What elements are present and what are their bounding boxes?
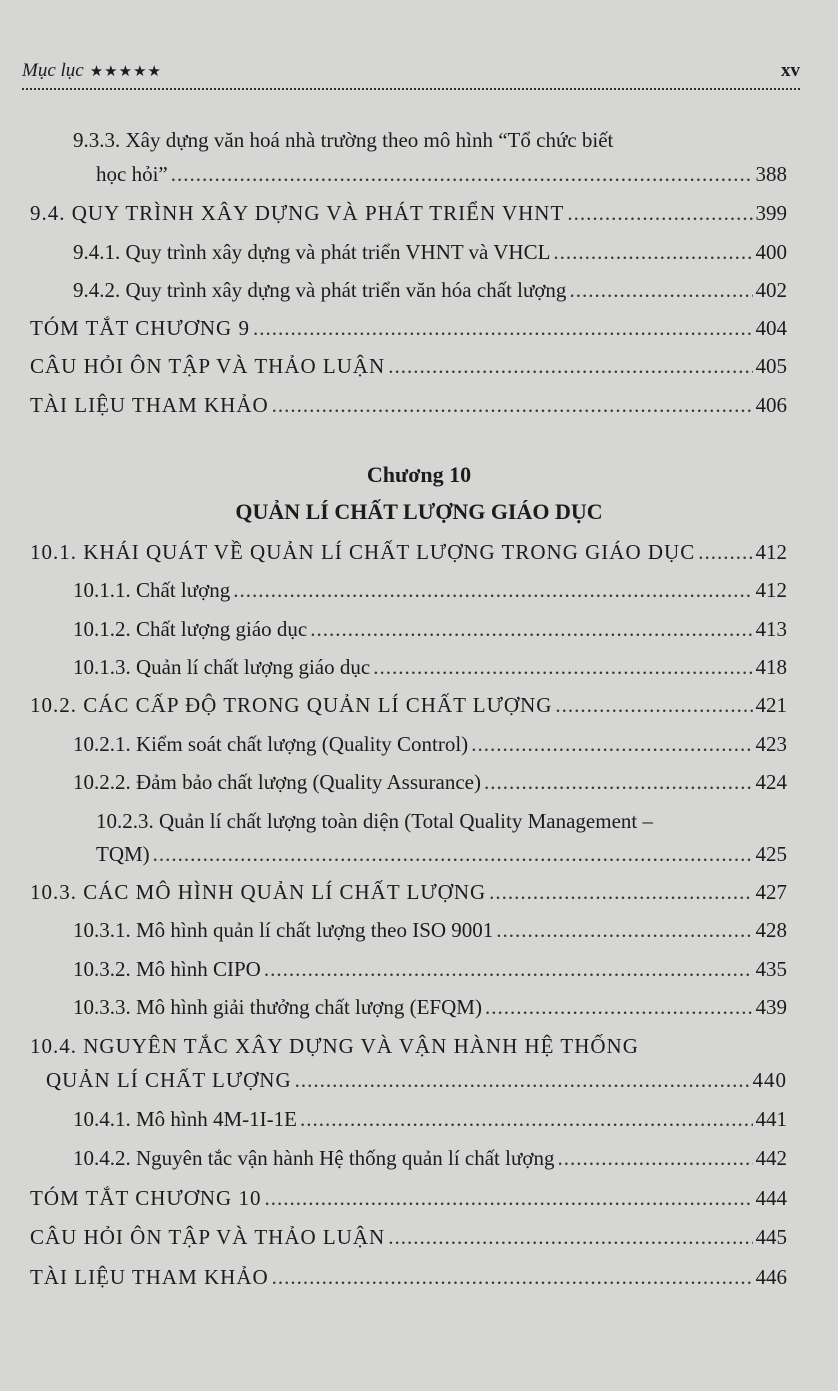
header-section-title [22,60,162,82]
toc-entry-text: 10.1.3. Quản lí chất lượng giáo dục [73,655,371,679]
toc-entry-text: 10.2.1. Kiểm soát chất lượng (Quality Control) [73,732,469,756]
toc-page-number: 412 [755,578,787,602]
toc-page-number: 412 [755,540,787,564]
toc-entry-text: 10.1. KHÁI QUÁT VỀ QUẢN LÍ CHẤT LƯỢNG TRONG GIÁO DỤC [30,540,696,564]
leader-dots [567,201,752,226]
toc-entry-10-4-1[interactable] [73,1107,787,1132]
header-divider [22,88,800,90]
toc-entry-9-4-2[interactable] [73,278,787,303]
toc-page-number: 441 [755,1107,787,1131]
toc-page-number: 388 [755,162,787,186]
toc-entry-text: CÂU HỎI ÔN TẬP VÀ THẢO LUẬN [30,1225,386,1249]
leader-dots [485,995,753,1020]
leader-dots [153,842,753,867]
leader-dots [264,1186,752,1211]
toc-entry-text: 10.2.2. Đảm bảo chất lượng (Quality Assurance) [73,770,481,794]
header-left-text: Mục lục [22,60,84,81]
leader-dots [264,957,753,982]
toc-entry-10-4[interactable] [46,1068,787,1093]
toc-entry-summary-ch10[interactable] [30,1186,787,1211]
running-header [22,58,800,88]
leader-dots [253,316,753,341]
toc-entry-10-4-line1: 10.4. NGUYÊN TẮC XÂY DỰNG VÀ VẬN HÀNH HỆ THỐNG [30,1034,639,1058]
toc-entry-text: 10.3. CÁC MÔ HÌNH QUẢN LÍ CHẤT LƯỢNG [30,880,487,904]
toc-entry-text: QUẢN LÍ CHẤT LƯỢNG [46,1068,292,1092]
toc-entry-text: 10.1.1. Chất lượng [73,578,231,602]
leader-dots [171,162,753,187]
leader-dots [471,732,752,757]
toc-page-number: 399 [755,201,787,225]
toc-page-number: 423 [755,732,787,756]
toc-entry-text: CÂU HỎI ÔN TẬP VÀ THẢO LUẬN [30,354,386,378]
toc-entry-9-4-1[interactable] [73,240,787,265]
toc-entry-questions-ch9[interactable] [30,354,787,379]
toc-entry-10-3-1[interactable] [73,918,787,943]
leader-dots [569,278,752,303]
toc-entry-10-2-1[interactable] [73,732,787,757]
toc-entry-10-1-1[interactable] [73,578,787,603]
leader-dots [388,1225,752,1250]
toc-entry-9-4[interactable] [30,201,787,226]
toc-entry-text: 10.4.2. Nguyên tắc vận hành Hệ thống quản lí chất lượng [73,1146,555,1170]
toc-page-number: 435 [755,957,787,981]
toc-entry-references-ch10[interactable] [30,1265,787,1290]
toc-entry-9-3-3[interactable] [96,162,787,187]
toc-entry-text: TÀI LIỆU THAM KHẢO [30,393,269,417]
toc-entry-text: 10.3.2. Mô hình CIPO [73,957,261,981]
toc-page-number: 444 [755,1186,787,1210]
header-stars: ★★★★★ [89,64,162,80]
leader-dots [388,354,752,379]
toc-entry-10-2-2[interactable] [73,770,787,795]
toc-entry-10-2-3-line1: 10.2.3. Quản lí chất lượng toàn diện (Total Quality Management – [96,809,653,833]
leader-dots [272,1265,753,1290]
toc-page-number: 427 [755,880,787,904]
toc-entry-10-3-3[interactable] [73,995,787,1020]
toc-entry-text: 10.4.1. Mô hình 4M-1I-1E [73,1107,297,1131]
toc-page-number: 446 [755,1265,787,1289]
toc-page-number: 406 [755,393,787,417]
toc-entry-text: 10.2. CÁC CẤP ĐỘ TRONG QUẢN LÍ CHẤT LƯỢNG [30,693,553,717]
toc-entry-text: 9.4.2. Quy trình xây dựng và phát triển văn hóa chất lượng [73,278,567,302]
chapter-number: Chương 10 [366,462,472,487]
toc-page-number: 402 [755,278,787,302]
toc-entry-10-1-3[interactable] [73,655,787,680]
leader-dots [553,240,752,265]
leader-dots [698,540,752,565]
leader-dots [484,770,753,795]
toc-page-number: 404 [755,316,787,340]
leader-dots [272,393,753,418]
leader-dots [496,918,752,943]
leader-dots [555,693,752,718]
chapter-title: QUẢN LÍ CHẤT LƯỢNG GIÁO DỤC [235,499,603,524]
toc-entry-references-ch9[interactable] [30,393,787,418]
toc-page-number: 418 [755,655,787,679]
toc-entry-10-3-2[interactable] [73,957,787,982]
toc-entry-text: TÀI LIỆU THAM KHẢO [30,1265,269,1289]
toc-entry-9-3-3-line1: 9.3.3. Xây dựng văn hoá nhà trường theo mô hình “Tổ chức biết [73,128,614,152]
toc-page-number: 425 [755,842,787,866]
toc-page-number: 405 [755,354,787,378]
toc-entry-text: TQM) [96,842,150,866]
toc-entry-text: 9.4. QUY TRÌNH XÂY DỰNG VÀ PHÁT TRIỂN VHNT [30,201,565,225]
toc-page-number: 421 [755,693,787,717]
leader-dots [300,1107,753,1132]
toc-page-number: 400 [755,240,787,264]
toc-entry-10-3[interactable] [30,880,787,905]
toc-page-number: 428 [755,918,787,942]
toc-entry-10-1[interactable] [30,540,787,565]
toc-entry-summary-ch9[interactable] [30,316,787,341]
leader-dots [557,1146,752,1171]
toc-entry-text: 10.3.1. Mô hình quản lí chất lượng theo ISO 9001 [73,918,494,942]
toc-entry-text: 10.3.3. Mô hình giải thưởng chất lượng (EFQM) [73,995,482,1019]
toc-page-number: 445 [755,1225,787,1249]
toc-page-number: 440 [752,1068,787,1092]
leader-dots [233,578,752,603]
toc-page-number: 442 [755,1146,787,1170]
leader-dots [295,1068,750,1093]
toc-page-number: 439 [755,995,787,1019]
leader-dots [373,655,752,680]
toc-entry-text: TÓM TẮT CHƯƠNG 10 [30,1186,262,1210]
toc-entry-10-4-2[interactable] [73,1146,787,1171]
toc-entry-text: 9.4.1. Quy trình xây dựng và phát triển VHNT và VHCL [73,240,551,264]
leader-dots [310,617,752,642]
toc-page-number: 424 [755,770,787,794]
toc-page-number: 413 [755,617,787,641]
leader-dots [489,880,752,905]
page-number: xv [781,60,800,81]
toc-entry-questions-ch10[interactable] [30,1225,787,1250]
toc-entry-10-2[interactable] [30,693,787,718]
toc-entry-text: TÓM TẮT CHƯƠNG 9 [30,316,250,340]
toc-entry-10-1-2[interactable] [73,617,787,642]
toc-entry-text: 10.1.2. Chất lượng giáo dục [73,617,308,641]
toc-entry-10-2-3[interactable] [96,842,787,867]
toc-entry-text: học hỏi” [96,162,168,186]
